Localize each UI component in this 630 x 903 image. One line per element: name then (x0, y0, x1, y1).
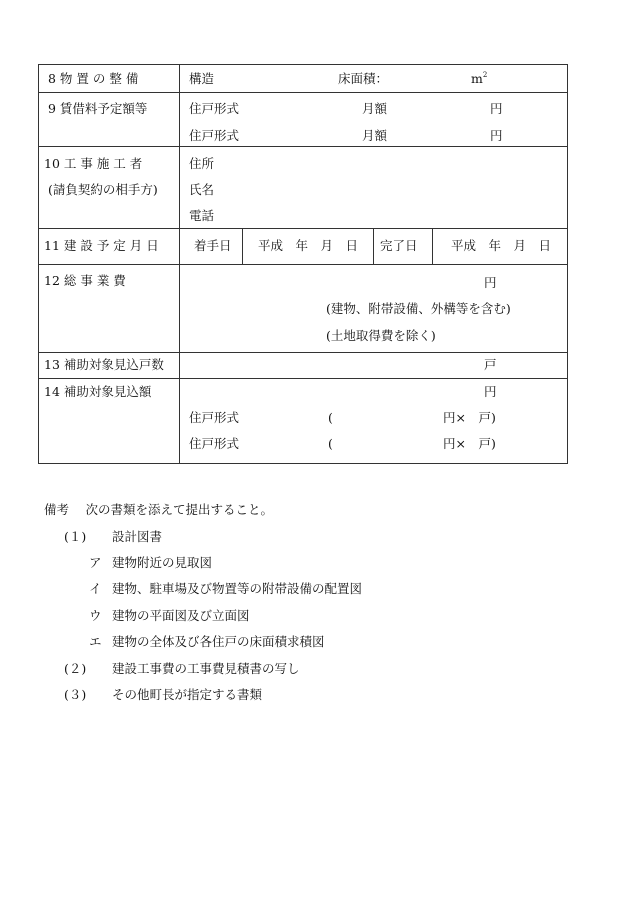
remark-item-num: (２) (64, 661, 87, 676)
total-cost-note: (建物、附帯設備、外構等を含む) (326, 301, 511, 316)
remark-subitem-num: イ (89, 581, 102, 596)
yen-unit: 円 (484, 384, 497, 399)
yen-unit: 円 (484, 275, 497, 290)
units-label: 戸 (484, 357, 497, 372)
open-paren: ( (328, 410, 333, 425)
start-date-value: 平成 年 月 日 (258, 238, 359, 253)
total-cost-note: (土地取得費を除く) (326, 328, 436, 343)
row11-label: 11 建 設 予 定 月 日 (44, 238, 159, 253)
address-label: 住所 (189, 156, 215, 171)
phone-label: 電話 (189, 208, 215, 223)
row10-label: 10 工 事 施 工 者 (44, 156, 143, 171)
row-divider (38, 352, 568, 353)
housing-type-label: 住戸形式 (189, 436, 240, 451)
subsidy-calc: 円× 戸) (443, 436, 496, 451)
remark-item-text: 設計図書 (112, 529, 163, 544)
start-date-label: 着手日 (194, 238, 232, 253)
row-divider (38, 92, 568, 93)
row-divider (38, 146, 568, 147)
structure-label: 構造 (189, 71, 215, 86)
remark-item-num: (１) (64, 529, 87, 544)
remark-subitem-num: ウ (89, 608, 102, 623)
open-paren: ( (328, 436, 333, 451)
column-divider (432, 228, 433, 264)
yen-unit: 円 (490, 128, 503, 143)
remark-item-text: 建設工事費の工事費見積書の写し (112, 661, 300, 676)
remark-item-text: その他町長が指定する書類 (112, 687, 263, 702)
remark-subitem-text: 建物の平面図及び立面図 (112, 608, 250, 623)
remark-subitem-num: エ (89, 634, 102, 649)
row-divider (38, 228, 568, 229)
housing-type-label: 住戸形式 (189, 410, 240, 425)
row-divider (38, 378, 568, 379)
row12-label: 12 総 事 業 費 (44, 273, 126, 288)
remark-item-num: (３) (64, 687, 87, 702)
floor-area-label: 床面積： (338, 71, 389, 86)
row8-label: 8 物 置 の 整 備 (48, 71, 139, 86)
row13-label: 13 補助対象見込戸数 (44, 357, 164, 372)
row9-label: 9 賃借料予定額等 (48, 101, 148, 116)
remarks-lead: 備考 次の書類を添えて提出すること。 (44, 502, 273, 517)
column-divider (179, 64, 180, 464)
housing-type-label: 住戸形式 (189, 101, 240, 116)
row-divider (38, 264, 568, 265)
remark-subitem-text: 建物附近の見取図 (112, 555, 213, 570)
row14-label: 14 補助対象見込額 (44, 384, 152, 399)
monthly-label: 月額 (362, 128, 388, 143)
floor-area-unit: $m^2$ (471, 71, 488, 86)
end-date-label: 完了日 (380, 238, 418, 253)
name-label: 氏名 (189, 182, 215, 197)
end-date-value: 平成 年 月 日 (451, 238, 552, 253)
remark-subitem-text: 建物の全体及び各住戸の床面積求積図 (112, 634, 325, 649)
subsidy-calc: 円× 戸) (443, 410, 496, 425)
row10-sublabel: (請負契約の相手方) (48, 182, 158, 197)
remark-subitem-num: ア (89, 555, 102, 570)
housing-type-label: 住戸形式 (189, 128, 240, 143)
yen-unit: 円 (490, 101, 503, 116)
column-divider (242, 228, 243, 264)
monthly-label: 月額 (362, 101, 388, 116)
remark-subitem-text: 建物、駐車場及び物置等の附帯設備の配置図 (112, 581, 363, 596)
column-divider (373, 228, 374, 264)
